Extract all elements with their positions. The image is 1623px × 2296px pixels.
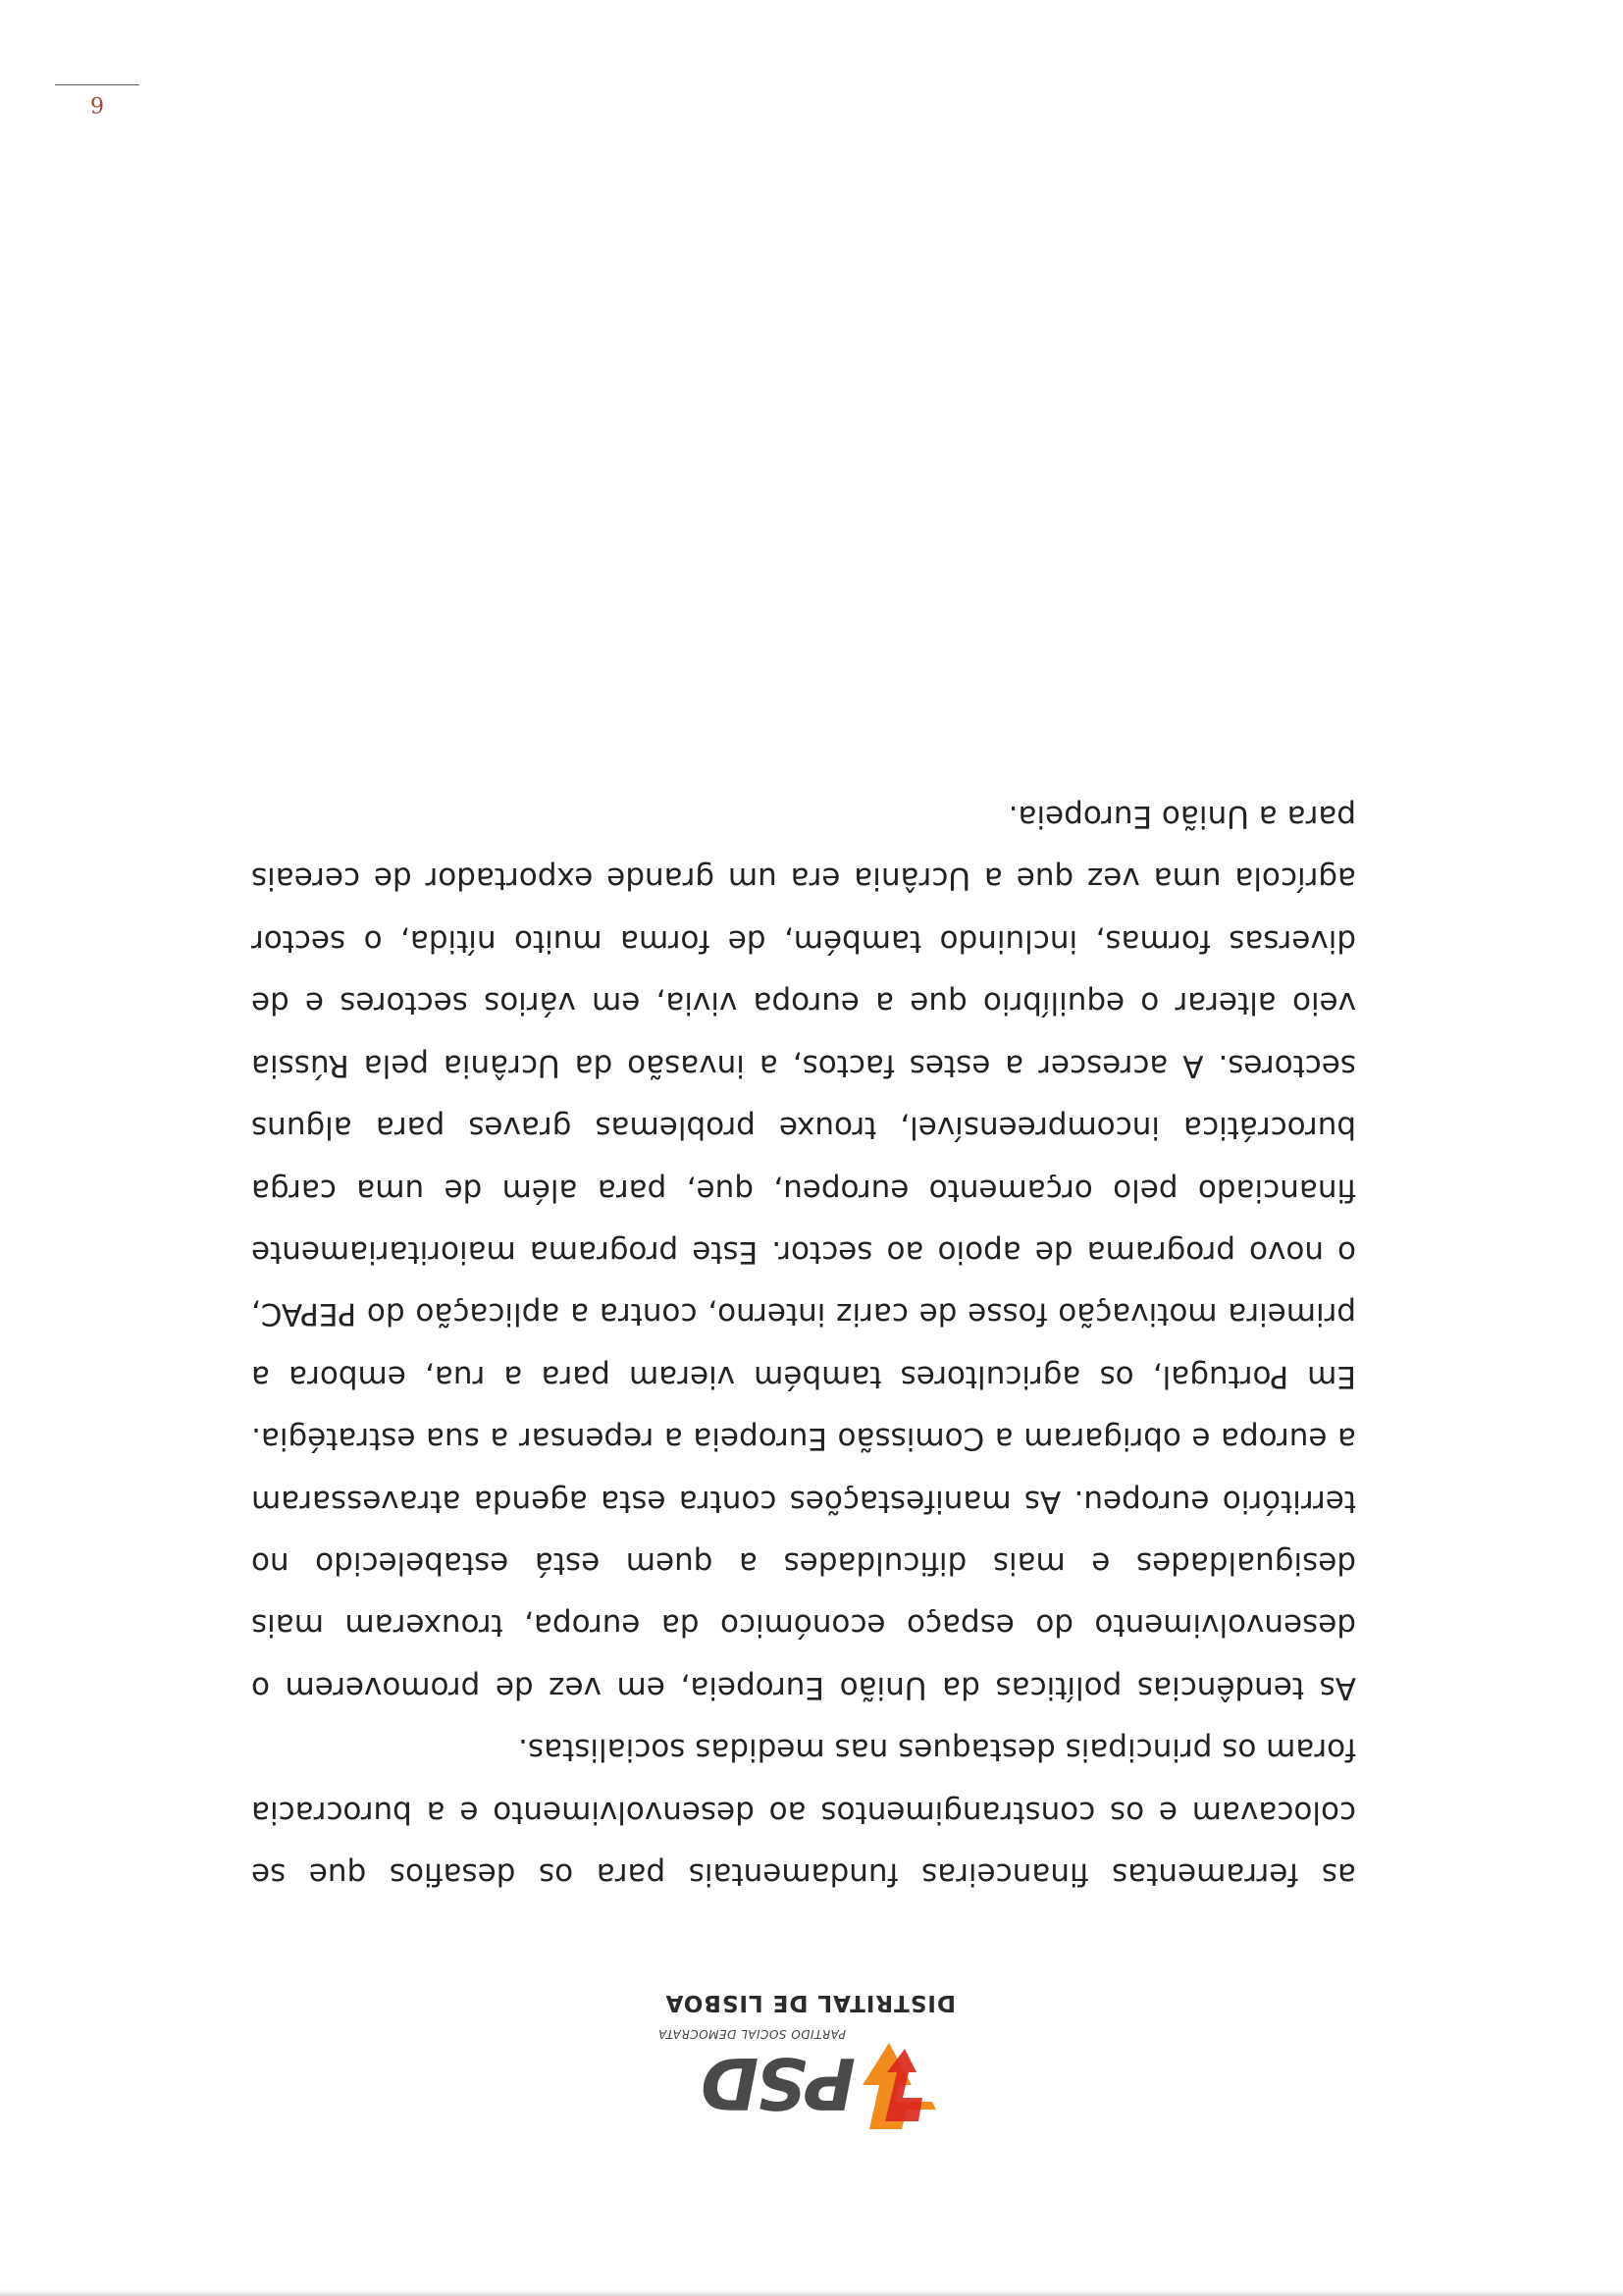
psd-logo — [642, 1962, 956, 2139]
logo-district: DISTRITAL DE LISBOA — [664, 1990, 956, 2015]
paragraph-2: As tendências políticas da União Europeia, em vez de promoverem o desenvolvimento do espaço económico da europa, trouxeram mais desigualdades e mais dificuldades a quem está estabelecido no território europeu. As manifestações contra esta agenda atravessaram a europa e obrigaram a Comissão Europeia a repensar a sua estratégia. Em Portugal, os agricultores também vieram para a rua, embora a primeira motivação fosse de cariz interno, contra a aplicação do PEPAC, o novo programa de apoio ao sector. Este programa maioritariamente financiado pelo orçamento europeu, que, para além de uma carga burocrática incompreensível, trouxe problemas graves para alguns sectores. A acrescer a estes factos, a invasão da Ucrânia pela Rússia veio alterar o equilíbrio que a europa vivia, em vários sectores e de diversas formas, incluindo também, de forma muito nítida, o sector agrícola uma vez que a Ucrânia era um grande exportador de cereais para a União Europeia. — [251, 799, 1356, 1705]
page-number: 6 — [55, 84, 139, 116]
psd-wordmark: PSD — [703, 2042, 856, 2124]
logo-subtitle: PARTIDO SOCIAL DEMOCRATA — [657, 2027, 846, 2041]
psd-emblem-icon — [642, 2041, 956, 2139]
paragraph-1: as ferramentas financeiras fundamentais para os desafios que se colocavam e os constrangimentos ao desenvolvimento e a burocracia foram os principais destaques nas medidas socialistas. — [251, 1732, 1356, 1892]
body-text — [251, 785, 1356, 1905]
scan-edge — [0, 2290, 1623, 2296]
